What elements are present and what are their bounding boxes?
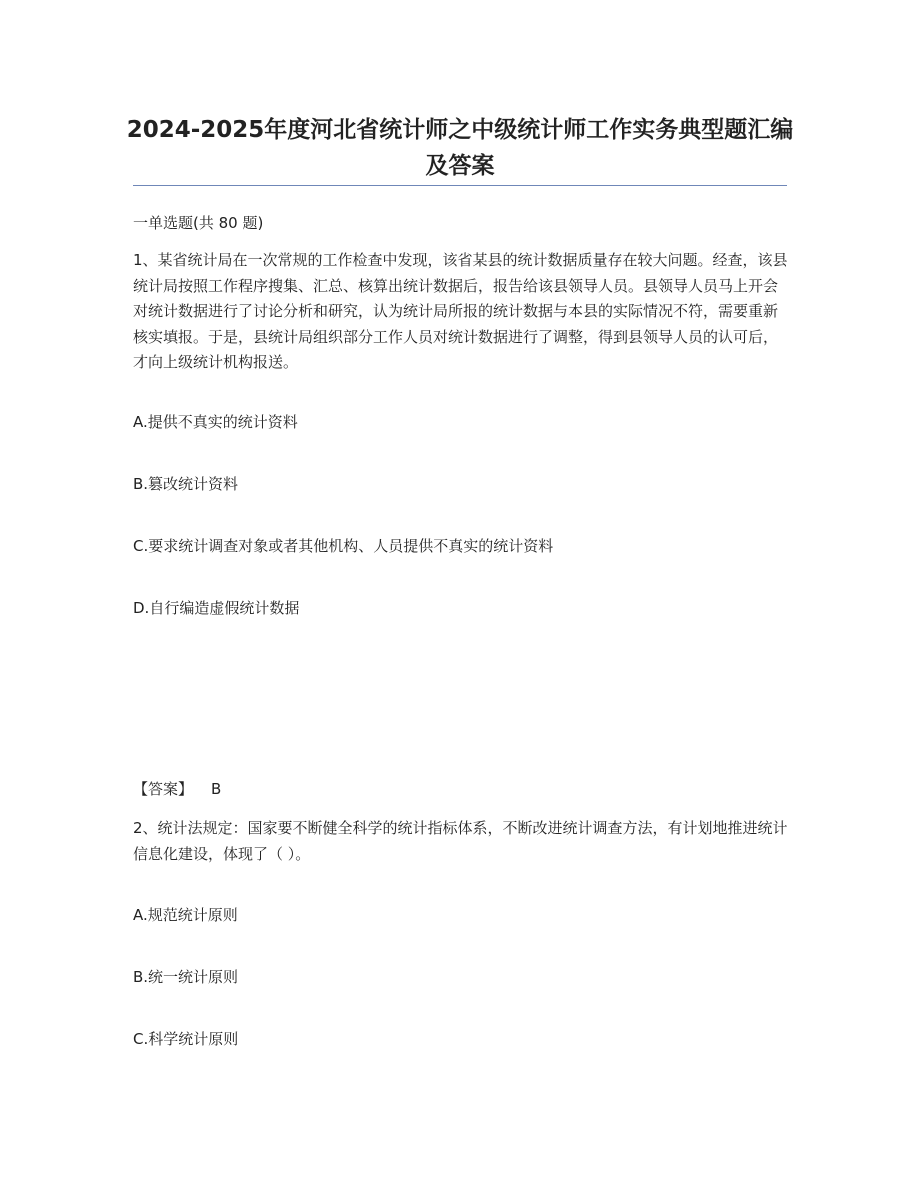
answer-label: 【答案】 <box>133 780 194 798</box>
question-1-answer <box>133 778 221 800</box>
question-2-text: 2、统计法规定：国家要不断健全科学的统计指标体系，不断改进统计调查方法，有计划地推进统计信息化建设，体现了（ ）。 <box>133 819 788 863</box>
question-2-option-a: A.规范统计原则 <box>133 906 238 924</box>
question-1-text: 1、某省统计局在一次常规的工作检查中发现，该省某县的统计数据质量存在较大问题。经查，该县统计局按照工作程序搜集、汇总、核算出统计数据后，报告给该县领导人员。县领导人员马上开会对统计数据进行了讨论分析和研究，认为统计局所报的统计数据与本县的实际情况不符，需要重新核实填报。于是，县统计局组织部分工作人员对统计数据进行了调整，得到县领导人员的认可后，才向上级统计机构报送。 <box>133 251 788 371</box>
question-2-option-c: C.科学统计原则 <box>133 1030 239 1048</box>
question-1-option-c: C.要求统计调查对象或者其他机构、人员提供不真实的统计资料 <box>133 537 554 555</box>
question-1-option-d: D.自行编造虚假统计数据 <box>133 599 300 617</box>
question-1-option-a: A.提供不真实的统计资料 <box>133 413 298 431</box>
section-header: 一单选题(共 80 题) <box>133 214 264 232</box>
question-2-option-b: B.统一统计原则 <box>133 968 239 986</box>
answer-value: B <box>211 780 222 798</box>
question-1-option-b: B.篡改统计资料 <box>133 475 239 493</box>
title-divider <box>133 185 787 186</box>
document-title: 2024-2025年度河北省统计师之中级统计师工作实务典型题汇编及答案 <box>126 117 794 179</box>
